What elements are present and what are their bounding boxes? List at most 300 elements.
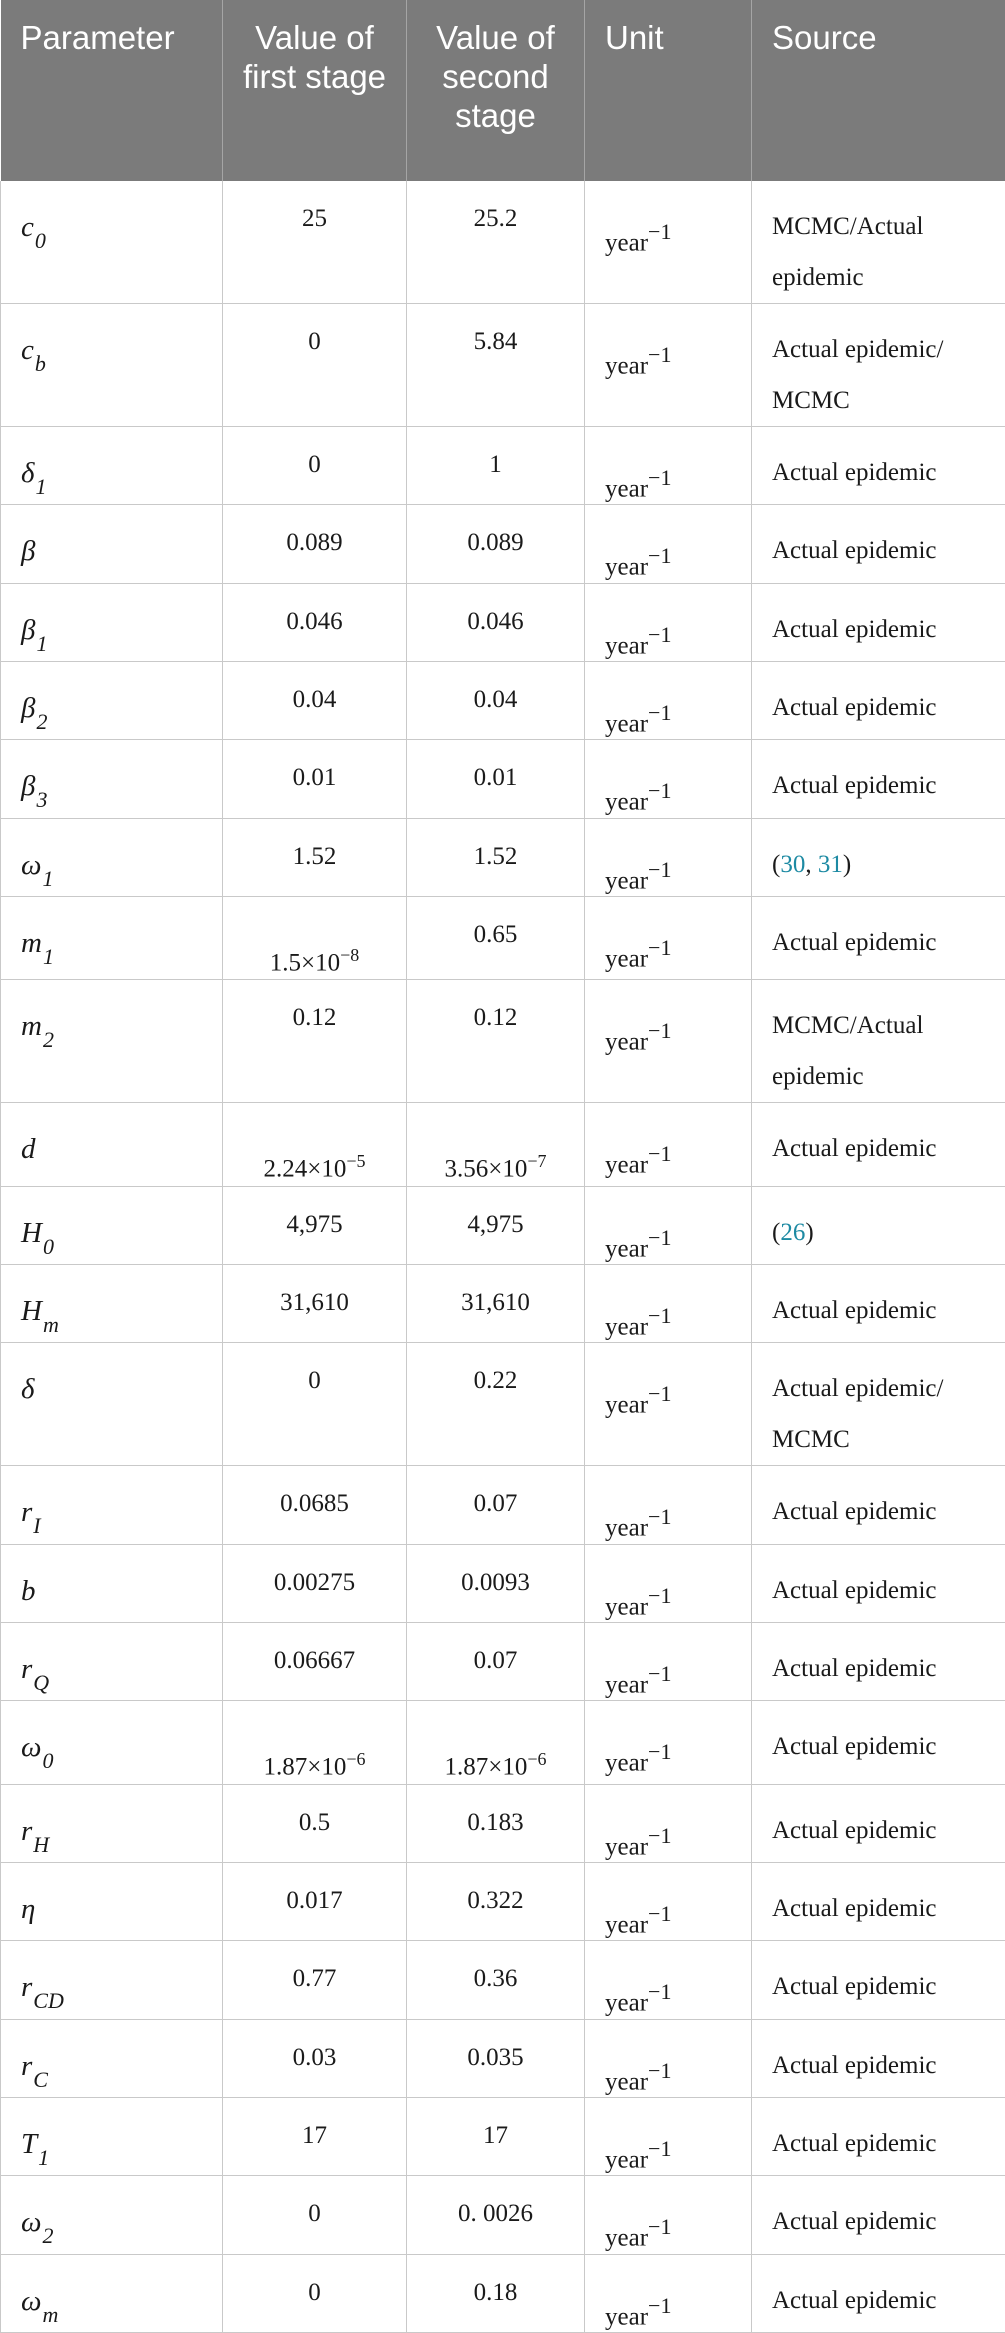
- parameter-symbol: r: [21, 1496, 32, 1528]
- header-parameter: Parameter: [1, 0, 223, 181]
- parameter-cell: [1, 304, 223, 427]
- second-stage-value-cell: [407, 181, 585, 304]
- second-stage-value-cell: [407, 1186, 585, 1264]
- table-row: [1, 661, 1005, 739]
- value-text: 17: [483, 2122, 508, 2149]
- parameter-cell: [1, 1186, 223, 1264]
- second-stage-value-cell: [407, 2254, 585, 2332]
- table-row: [1, 2254, 1005, 2332]
- first-stage-value-cell: [223, 740, 407, 818]
- unit-base: year: [605, 2068, 648, 2095]
- first-stage-value-cell: [223, 2019, 407, 2097]
- source-text: Actual epidemic: [772, 1135, 937, 1162]
- unit-cell: [585, 1622, 752, 1700]
- unit-exponent: −1: [648, 1141, 671, 1166]
- unit-exponent: −1: [648, 543, 671, 568]
- parameter-subscript: 0: [43, 1234, 54, 1259]
- first-stage-value-cell: [223, 1544, 407, 1622]
- value-text: 0.77: [293, 1965, 337, 1992]
- unit-cell: [585, 1701, 752, 1784]
- second-stage-value-cell: [407, 1466, 585, 1544]
- second-stage-value-cell: [407, 980, 585, 1103]
- parameter-cell: [1, 505, 223, 583]
- value-text: 0.183: [467, 1809, 523, 1836]
- source-text: Actual epidemic: [772, 2130, 937, 2157]
- unit-cell: [585, 1784, 752, 1862]
- parameter-subscript: m: [42, 2302, 58, 2327]
- parameter-symbol: m: [21, 927, 42, 959]
- first-stage-value-cell: [223, 1941, 407, 2019]
- parameter-symbol: δ: [21, 1373, 34, 1405]
- table-row: [1, 1264, 1005, 1342]
- first-stage-value-cell: [223, 2254, 407, 2332]
- source-cell: [752, 2254, 1005, 2332]
- value-text: 0. 0026: [458, 2200, 533, 2227]
- table-row: [1, 2176, 1005, 2254]
- value-text: 0.046: [467, 608, 523, 635]
- source-cell: [752, 583, 1005, 661]
- second-stage-value-cell: [407, 1701, 585, 1784]
- source-text: Actual epidemic: [772, 1895, 937, 1922]
- reference-link[interactable]: 30: [780, 851, 805, 878]
- second-stage-value-cell: [407, 2176, 585, 2254]
- parameter-cell: [1, 181, 223, 304]
- value-text: 0.089: [467, 529, 523, 556]
- source-text: Actual epidemic: [772, 1655, 937, 1682]
- source-text: MCMC/Actual epidemic: [772, 213, 923, 291]
- first-stage-value-cell: [223, 1784, 407, 1862]
- value-text: 0.07: [474, 1490, 518, 1517]
- second-stage-value-cell: [407, 818, 585, 896]
- value-text: 0.0093: [461, 1569, 530, 1596]
- parameter-symbol: r: [21, 2050, 32, 2082]
- source-text: Actual epidemic: [772, 459, 937, 486]
- unit-base: year: [605, 1593, 648, 1620]
- parameter-cell: [1, 1622, 223, 1700]
- parameter-symbol: H: [21, 1217, 42, 1249]
- table-row: [1, 1186, 1005, 1264]
- second-stage-value-cell: [407, 304, 585, 427]
- value-text: 0.01: [293, 764, 337, 791]
- parameter-cell: [1, 1862, 223, 1940]
- source-text: Actual epidemic: [772, 2287, 937, 2314]
- unit-exponent: −1: [648, 1303, 671, 1328]
- first-stage-value-cell: [223, 1343, 407, 1466]
- parameter-cell: [1, 583, 223, 661]
- value-text: 0.12: [474, 1004, 518, 1031]
- parameter-symbol: b: [21, 1575, 36, 1607]
- parameter-cell: [1, 1103, 223, 1186]
- value-text: 0.12: [293, 1004, 337, 1031]
- parameter-cell: [1, 818, 223, 896]
- value-text: 0: [308, 328, 321, 355]
- value-text: 5.84: [474, 328, 518, 355]
- parameter-cell: [1, 661, 223, 739]
- parameter-cell: [1, 2097, 223, 2175]
- parameter-symbol: r: [21, 1815, 32, 1847]
- parameter-symbol: ω: [21, 1731, 41, 1763]
- header-second-stage: Value of second stage: [407, 0, 585, 181]
- value-text: 0.017: [286, 1887, 342, 1914]
- parameter-cell: [1, 1701, 223, 1784]
- unit-cell: [585, 304, 752, 427]
- value-text: 0.36: [474, 1965, 518, 1992]
- source-cell: [752, 661, 1005, 739]
- parameter-cell: [1, 1544, 223, 1622]
- parameter-cell: [1, 1264, 223, 1342]
- parameter-symbol: r: [21, 1971, 32, 2003]
- value-exponent: −7: [527, 1151, 546, 1171]
- table-row: [1, 2097, 1005, 2175]
- unit-base: year: [605, 632, 648, 659]
- source-cell: [752, 1466, 1005, 1544]
- unit-exponent: −1: [648, 1979, 671, 2004]
- value-mantissa: 1.87: [263, 1754, 307, 1781]
- first-stage-value-cell: [223, 818, 407, 896]
- unit-base: year: [605, 1029, 648, 1056]
- source-cell: [752, 427, 1005, 505]
- unit-exponent: −1: [648, 2058, 671, 2083]
- unit-exponent: −1: [648, 465, 671, 490]
- source-cell: [752, 1862, 1005, 1940]
- second-stage-value-cell: [407, 505, 585, 583]
- header-unit: Unit: [585, 0, 752, 181]
- source-text: Actual epidemic: [772, 1817, 937, 1844]
- unit-cell: [585, 2176, 752, 2254]
- unit-exponent: −1: [648, 857, 671, 882]
- unit-exponent: −1: [648, 778, 671, 803]
- value-text: 0.01: [474, 764, 518, 791]
- value-text: 0: [308, 451, 321, 478]
- unit-exponent: −1: [648, 1739, 671, 1764]
- parameter-cell: [1, 2254, 223, 2332]
- times-ten: ×10: [488, 1156, 527, 1183]
- value-text: 1.52: [474, 843, 518, 870]
- unit-exponent: −1: [648, 2293, 671, 2318]
- source-text: Actual epidemic: [772, 1577, 937, 1604]
- unit-cell: [585, 181, 752, 304]
- parameter-cell: [1, 1343, 223, 1466]
- header-source: Source: [752, 0, 1005, 181]
- parameter-subscript: H: [33, 1832, 49, 1857]
- table-row: [1, 1862, 1005, 1940]
- value-text: 25.2: [474, 205, 518, 232]
- value-exponent: −8: [340, 945, 359, 965]
- parameter-symbol: r: [21, 1653, 32, 1685]
- parameter-symbol: H: [21, 1295, 42, 1327]
- source-text: Actual epidemic: [772, 1498, 937, 1525]
- table-row: [1, 1544, 1005, 1622]
- parameter-symbol: c: [21, 211, 34, 243]
- unit-cell: [585, 661, 752, 739]
- parameter-symbol: m: [21, 1010, 42, 1042]
- parameter-subscript: b: [35, 351, 46, 376]
- unit-base: year: [605, 945, 648, 972]
- unit-cell: [585, 2254, 752, 2332]
- parameter-cell: [1, 1941, 223, 2019]
- first-stage-value-cell: [223, 1622, 407, 1700]
- unit-base: year: [605, 229, 648, 256]
- value-mantissa: 3.56: [444, 1156, 488, 1183]
- value-text: 4,975: [286, 1211, 342, 1238]
- unit-exponent: −1: [648, 700, 671, 725]
- table-row: [1, 896, 1005, 979]
- unit-base: year: [605, 2146, 648, 2173]
- unit-cell: [585, 896, 752, 979]
- second-stage-value-cell: [407, 1622, 585, 1700]
- unit-exponent: −1: [648, 935, 671, 960]
- table-row: [1, 1103, 1005, 1186]
- unit-base: year: [605, 1833, 648, 1860]
- value-text: 0.07: [474, 1647, 518, 1674]
- source-text: Actual epidemic: [772, 616, 937, 643]
- unit-base: year: [605, 1392, 648, 1419]
- parameter-subscript: I: [33, 1513, 40, 1538]
- parameter-subscript: 2: [43, 1027, 54, 1052]
- table-row: [1, 980, 1005, 1103]
- second-stage-value-cell: [407, 740, 585, 818]
- second-stage-value-cell: [407, 1941, 585, 2019]
- unit-base: year: [605, 1911, 648, 1938]
- second-stage-value-cell: [407, 1103, 585, 1186]
- header-first-stage: Value of first stage: [223, 0, 407, 181]
- unit-cell: [585, 1264, 752, 1342]
- value-text: 4,975: [467, 1211, 523, 1238]
- source-text: Actual epidemic/ MCMC: [772, 1375, 943, 1453]
- source-cell: [752, 1941, 1005, 2019]
- source-cell: [752, 181, 1005, 304]
- source-cell: [752, 1343, 1005, 1466]
- value-text: 0.089: [286, 529, 342, 556]
- table-body: [1, 181, 1005, 2332]
- unit-base: year: [605, 789, 648, 816]
- unit-exponent: −1: [648, 2214, 671, 2239]
- unit-base: year: [605, 1152, 648, 1179]
- source-text: Actual epidemic: [772, 1733, 937, 1760]
- source-cell: [752, 980, 1005, 1103]
- first-stage-value-cell: [223, 661, 407, 739]
- first-stage-value-cell: [223, 2176, 407, 2254]
- parameter-cell: [1, 980, 223, 1103]
- parameter-subscript: 1: [36, 631, 47, 656]
- second-stage-value-cell: [407, 2019, 585, 2097]
- source-cell: [752, 1622, 1005, 1700]
- parameter-symbol: ω: [21, 2206, 41, 2238]
- source-cell: [752, 1701, 1005, 1784]
- unit-exponent: −1: [648, 342, 671, 367]
- source-text: MCMC/Actual epidemic: [772, 1012, 923, 1090]
- unit-base: year: [605, 1235, 648, 1262]
- unit-base: year: [605, 1750, 648, 1777]
- source-text: Actual epidemic: [772, 929, 937, 956]
- parameter-cell: [1, 2176, 223, 2254]
- first-stage-value-cell: [223, 505, 407, 583]
- value-mantissa: 2.24: [263, 1156, 307, 1183]
- source-cell: (26): [752, 1186, 1005, 1264]
- second-stage-value-cell: [407, 1343, 585, 1466]
- parameter-symbol: ω: [21, 2285, 41, 2317]
- unit-base: year: [605, 554, 648, 581]
- unit-exponent: −1: [648, 1018, 671, 1043]
- unit-base: year: [605, 867, 648, 894]
- table-row: [1, 1701, 1005, 1784]
- source-text: Actual epidemic: [772, 2208, 937, 2235]
- first-stage-value-cell: [223, 1264, 407, 1342]
- first-stage-value-cell: [223, 427, 407, 505]
- first-stage-value-cell: [223, 583, 407, 661]
- unit-base: year: [605, 1515, 648, 1542]
- source-text: Actual epidemic: [772, 772, 937, 799]
- unit-cell: [585, 1544, 752, 1622]
- source-cell: [752, 304, 1005, 427]
- times-ten: ×10: [301, 949, 340, 976]
- source-cell: [752, 2097, 1005, 2175]
- parameter-cell: [1, 896, 223, 979]
- parameter-subscript: 1: [38, 2145, 49, 2170]
- second-stage-value-cell: [407, 1264, 585, 1342]
- second-stage-value-cell: [407, 1862, 585, 1940]
- unit-exponent: −1: [648, 1661, 671, 1686]
- unit-exponent: −1: [648, 1823, 671, 1848]
- unit-cell: [585, 427, 752, 505]
- unit-cell: [585, 2019, 752, 2097]
- table-row: [1, 304, 1005, 427]
- unit-cell: [585, 818, 752, 896]
- unit-base: year: [605, 710, 648, 737]
- table-row: [1, 427, 1005, 505]
- parameter-symbol: β: [21, 692, 35, 724]
- unit-base: year: [605, 2225, 648, 2252]
- table-row: [1, 1466, 1005, 1544]
- first-stage-value-cell: [223, 2097, 407, 2175]
- source-cell: (30, 31): [752, 818, 1005, 896]
- parameter-subscript: CD: [33, 1988, 64, 2013]
- unit-cell: [585, 1343, 752, 1466]
- unit-cell: [585, 505, 752, 583]
- parameter-subscript: Q: [33, 1670, 49, 1695]
- unit-cell: [585, 1466, 752, 1544]
- source-cell: [752, 896, 1005, 979]
- unit-cell: [585, 980, 752, 1103]
- unit-exponent: −1: [648, 1583, 671, 1608]
- table-row: [1, 818, 1005, 896]
- parameter-subscript: C: [33, 2067, 48, 2092]
- unit-cell: [585, 1103, 752, 1186]
- parameter-subscript: 2: [42, 2223, 53, 2248]
- value-text: 17: [302, 2122, 327, 2149]
- value-exponent: −6: [346, 1749, 365, 1769]
- unit-base: year: [605, 1990, 648, 2017]
- parameter-subscript: 3: [36, 787, 47, 812]
- unit-exponent: −1: [648, 1381, 671, 1406]
- second-stage-value-cell: [407, 896, 585, 979]
- parameter-symbol: δ: [21, 457, 34, 489]
- unit-base: year: [605, 352, 648, 379]
- source-cell: [752, 740, 1005, 818]
- value-text: 0.035: [467, 2044, 523, 2071]
- value-exponent: −5: [346, 1151, 365, 1171]
- value-text: 0.046: [286, 608, 342, 635]
- unit-base: year: [605, 1671, 648, 1698]
- parameter-cell: [1, 427, 223, 505]
- unit-cell: [585, 1941, 752, 2019]
- unit-exponent: −1: [648, 1901, 671, 1926]
- value-text: 0.00275: [274, 1569, 355, 1596]
- unit-exponent: −1: [648, 219, 671, 244]
- value-text: 0.22: [474, 1367, 518, 1394]
- unit-exponent: −1: [648, 1504, 671, 1529]
- source-cell: [752, 2019, 1005, 2097]
- first-stage-value-cell: [223, 1701, 407, 1784]
- source-cell: [752, 505, 1005, 583]
- value-text: 0.04: [474, 686, 518, 713]
- value-mantissa: 1.5: [270, 949, 301, 976]
- value-text: 0.65: [474, 921, 518, 948]
- second-stage-value-cell: [407, 583, 585, 661]
- parameter-symbol: c: [21, 334, 34, 366]
- parameter-subscript: 0: [35, 228, 46, 253]
- source-text: Actual epidemic: [772, 1973, 937, 2000]
- table-header: [1, 0, 1005, 181]
- second-stage-value-cell: [407, 2097, 585, 2175]
- unit-cell: [585, 2097, 752, 2175]
- source-cell: [752, 1264, 1005, 1342]
- unit-base: year: [605, 475, 648, 502]
- value-text: 1: [489, 451, 502, 478]
- second-stage-value-cell: [407, 427, 585, 505]
- parameter-symbol: η: [21, 1893, 35, 1925]
- source-text: Actual epidemic: [772, 694, 937, 721]
- reference-link[interactable]: 26: [780, 1219, 805, 1246]
- unit-exponent: −1: [648, 2136, 671, 2161]
- table-row: [1, 1622, 1005, 1700]
- table-row: [1, 505, 1005, 583]
- first-stage-value-cell: [223, 181, 407, 304]
- parameter-symbol: β: [21, 770, 35, 802]
- parameter-subscript: 2: [36, 709, 47, 734]
- first-stage-value-cell: [223, 980, 407, 1103]
- table-row: [1, 181, 1005, 304]
- reference-link[interactable]: 31: [818, 851, 843, 878]
- value-exponent: −6: [527, 1749, 546, 1769]
- value-text: 31,610: [280, 1289, 349, 1316]
- parameter-cell: [1, 2019, 223, 2097]
- value-text: 0.04: [293, 686, 337, 713]
- first-stage-value-cell: [223, 304, 407, 427]
- parameter-subscript: 1: [43, 944, 54, 969]
- times-ten: ×10: [488, 1754, 527, 1781]
- parameter-symbol: d: [21, 1133, 36, 1165]
- parameter-subscript: 1: [42, 866, 53, 891]
- unit-cell: [585, 583, 752, 661]
- first-stage-value-cell: [223, 1466, 407, 1544]
- parameter-symbol: β: [21, 535, 35, 567]
- times-ten: ×10: [307, 1156, 346, 1183]
- table-row: [1, 1343, 1005, 1466]
- value-text: 0: [308, 2200, 321, 2227]
- source-text: Actual epidemic: [772, 1297, 937, 1324]
- table-row: [1, 740, 1005, 818]
- parameter-symbol: T: [21, 2128, 37, 2160]
- unit-cell: [585, 1862, 752, 1940]
- unit-base: year: [605, 2303, 648, 2330]
- times-ten: ×10: [307, 1754, 346, 1781]
- unit-base: year: [605, 1313, 648, 1340]
- unit-cell: [585, 740, 752, 818]
- parameter-cell: [1, 740, 223, 818]
- value-mantissa: 1.87: [444, 1754, 488, 1781]
- source-text: Actual epidemic: [772, 537, 937, 564]
